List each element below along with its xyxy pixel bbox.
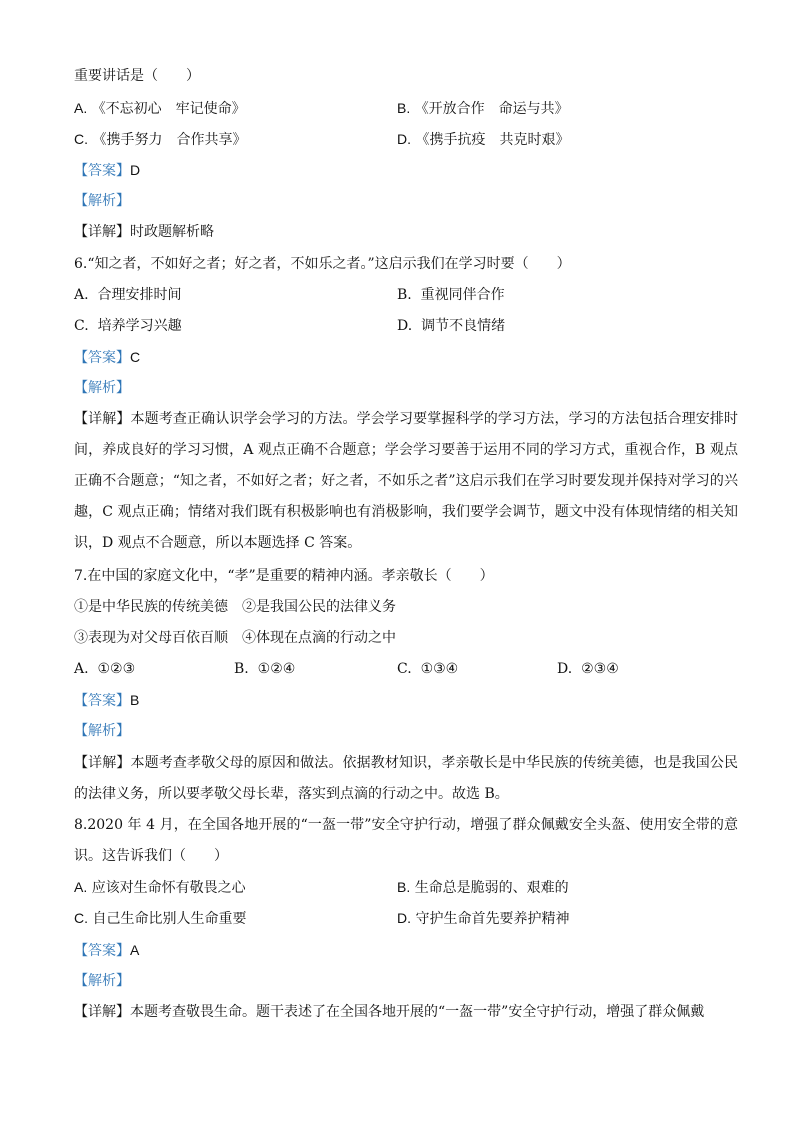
q7-option-d — [557, 659, 619, 679]
q8-option-c-text: 自己生命比别人生命重要 — [92, 911, 247, 927]
q5-detail — [74, 222, 214, 242]
q7-stem: 7.在中国的家庭文化中，“孝”是重要的精神内涵。孝亲敬长（ ） — [74, 568, 494, 584]
detail-text: 本题考查敬畏生命。题干表述了在全国各地开展的“一盔一带”安全守护行动，增强了群众佩戴 — [130, 1004, 705, 1020]
answer-value: A — [130, 942, 140, 958]
q6-option-c-text: 培养学习兴趣 — [97, 318, 182, 334]
q5-option-c-text: 《携手努力 合作共享》 — [92, 132, 247, 148]
answer-tag: 【答案】 — [74, 350, 130, 366]
q6-stem: 6.“知之者，不如好之者；好之者，不如乐之者。”这启示我们在学习时要（ ） — [74, 256, 571, 272]
q5-option-d-letter: D. — [397, 131, 411, 147]
answer-value: D — [130, 162, 141, 178]
q8-answer — [74, 940, 139, 961]
q7-option-d-text: ②③④ — [581, 661, 619, 677]
q6-answer — [74, 347, 140, 368]
q6-option-d-text: 调节不良情绪 — [421, 318, 506, 334]
q7-statement-line-1: ①是中华民族的传统美德 ②是我国公民的法律义务 — [74, 599, 396, 615]
q7-option-b-text: ①②④ — [257, 661, 296, 677]
q8-option-a — [74, 877, 246, 898]
q8-option-b-letter: B. — [397, 879, 411, 895]
q8-option-a-text: 应该对生命怀有敬畏之心 — [91, 880, 246, 896]
answer-value: C — [130, 349, 141, 365]
q5-option-a-letter: A. — [74, 100, 88, 116]
q6-option-b-text: 重视同伴合作 — [420, 287, 505, 303]
q7-answer — [74, 690, 139, 711]
q8-option-d-letter: D. — [397, 910, 411, 926]
q7-option-a — [74, 659, 135, 679]
q6-analysis-tag: 【解析】 — [74, 380, 130, 396]
q5-option-d — [397, 129, 569, 150]
q6-option-d-letter: D. — [397, 318, 413, 334]
q5-option-b-text: 《开放合作 命运与共》 — [414, 101, 569, 117]
detail-text: 本题考查正确认识学会学习的方法。学会学习要掌握科学的学习方法，学习的方法包括合理安排时间，养成良好的学习习惯，A 观点正确不合题意；学会学习要善于运用不同的学习方式，重视合作，B 观点正确不合题意；“知之者，不如好之者；好之者，不如乐之者”这启示我们在学习时要发现并保持对学习的兴趣，C 观点正确；情绪对我们既有积极影响也有消极影响，我们要学会调节，题文中没有体现情绪的相关知识，D 观点不合题意，所以本题选择 C 答案。 — [74, 411, 739, 551]
q5-stem: 重要讲话是（ ） — [74, 68, 200, 84]
q8-option-c-letter: C. — [74, 910, 88, 926]
q8-option-d-text: 守护生命首先要养护精神 — [415, 911, 570, 927]
q6-option-b — [397, 285, 505, 305]
q8-detail — [74, 997, 738, 1028]
answer-value: B — [130, 692, 140, 708]
q5-option-d-text: 《携手抗疫 共克时艰》 — [415, 132, 570, 148]
answer-tag: 【答案】 — [74, 163, 130, 179]
q7-option-c-letter: C. — [397, 661, 412, 677]
q7-detail — [74, 748, 738, 810]
q7-statement-line-2: ③表现为对父母百依百顺 ④体现在点滴的行动之中 — [74, 630, 396, 646]
q7-analysis-tag: 【解析】 — [74, 723, 130, 739]
answer-tag: 【答案】 — [74, 693, 130, 709]
q5-option-b-letter: B. — [397, 100, 411, 116]
q6-option-d — [397, 316, 505, 336]
q5-analysis-tag: 【解析】 — [74, 193, 130, 209]
detail-tag: 【详解】 — [74, 755, 131, 771]
q7-option-a-text: ①②③ — [97, 661, 136, 677]
q5-option-c-letter: C. — [74, 131, 88, 147]
q8-option-b — [397, 877, 569, 898]
q8-option-d — [397, 908, 569, 929]
q5-option-a-text: 《不忘初心 牢记使命》 — [91, 101, 246, 117]
q6-option-a — [74, 285, 181, 305]
q6-option-a-text: 合理安排时间 — [97, 287, 182, 303]
q6-option-b-letter: B. — [397, 287, 412, 303]
q7-option-a-letter: A. — [74, 661, 89, 677]
q7-option-b — [234, 659, 295, 679]
q8-analysis-tag: 【解析】 — [74, 973, 130, 989]
detail-tag: 【详解】 — [74, 411, 131, 427]
q7-option-b-letter: B. — [234, 661, 249, 677]
q5-option-a — [74, 98, 246, 119]
q7-option-c-text: ①③④ — [420, 661, 459, 677]
q5-option-b — [397, 98, 569, 119]
detail-tag: 【详解】 — [74, 1004, 130, 1020]
detail-tag: 【详解】 — [74, 224, 130, 240]
q8-option-a-letter: A. — [74, 879, 88, 895]
q6-option-c-letter: C. — [74, 318, 89, 334]
answer-tag: 【答案】 — [74, 943, 130, 959]
q5-option-c — [74, 129, 246, 150]
q8-option-b-text: 生命总是脆弱的、艰难的 — [414, 880, 569, 896]
detail-text: 本题考查孝敬父母的原因和做法。依据教材知识，孝亲敬长是中华民族的传统美德，也是我国公民的法律义务，所以要孝敬父母长辈，落实到点滴的行动之中。故选 B。 — [74, 755, 739, 802]
q8-option-c — [74, 908, 246, 929]
q8-stem: 8.2020 年 4 月，在全国各地开展的“一盔一带”安全守护行动，增强了群众佩戴安全头盔、使用安全带的意识。这告诉我们（ ） — [74, 817, 738, 864]
detail-text: 时政题解析略 — [130, 224, 214, 240]
q5-answer — [74, 160, 140, 181]
q6-option-a-letter: A. — [74, 287, 89, 303]
q6-detail — [74, 404, 738, 559]
q6-option-c — [74, 316, 182, 336]
q7-option-c — [397, 659, 458, 679]
q7-option-d-letter: D. — [557, 661, 573, 677]
